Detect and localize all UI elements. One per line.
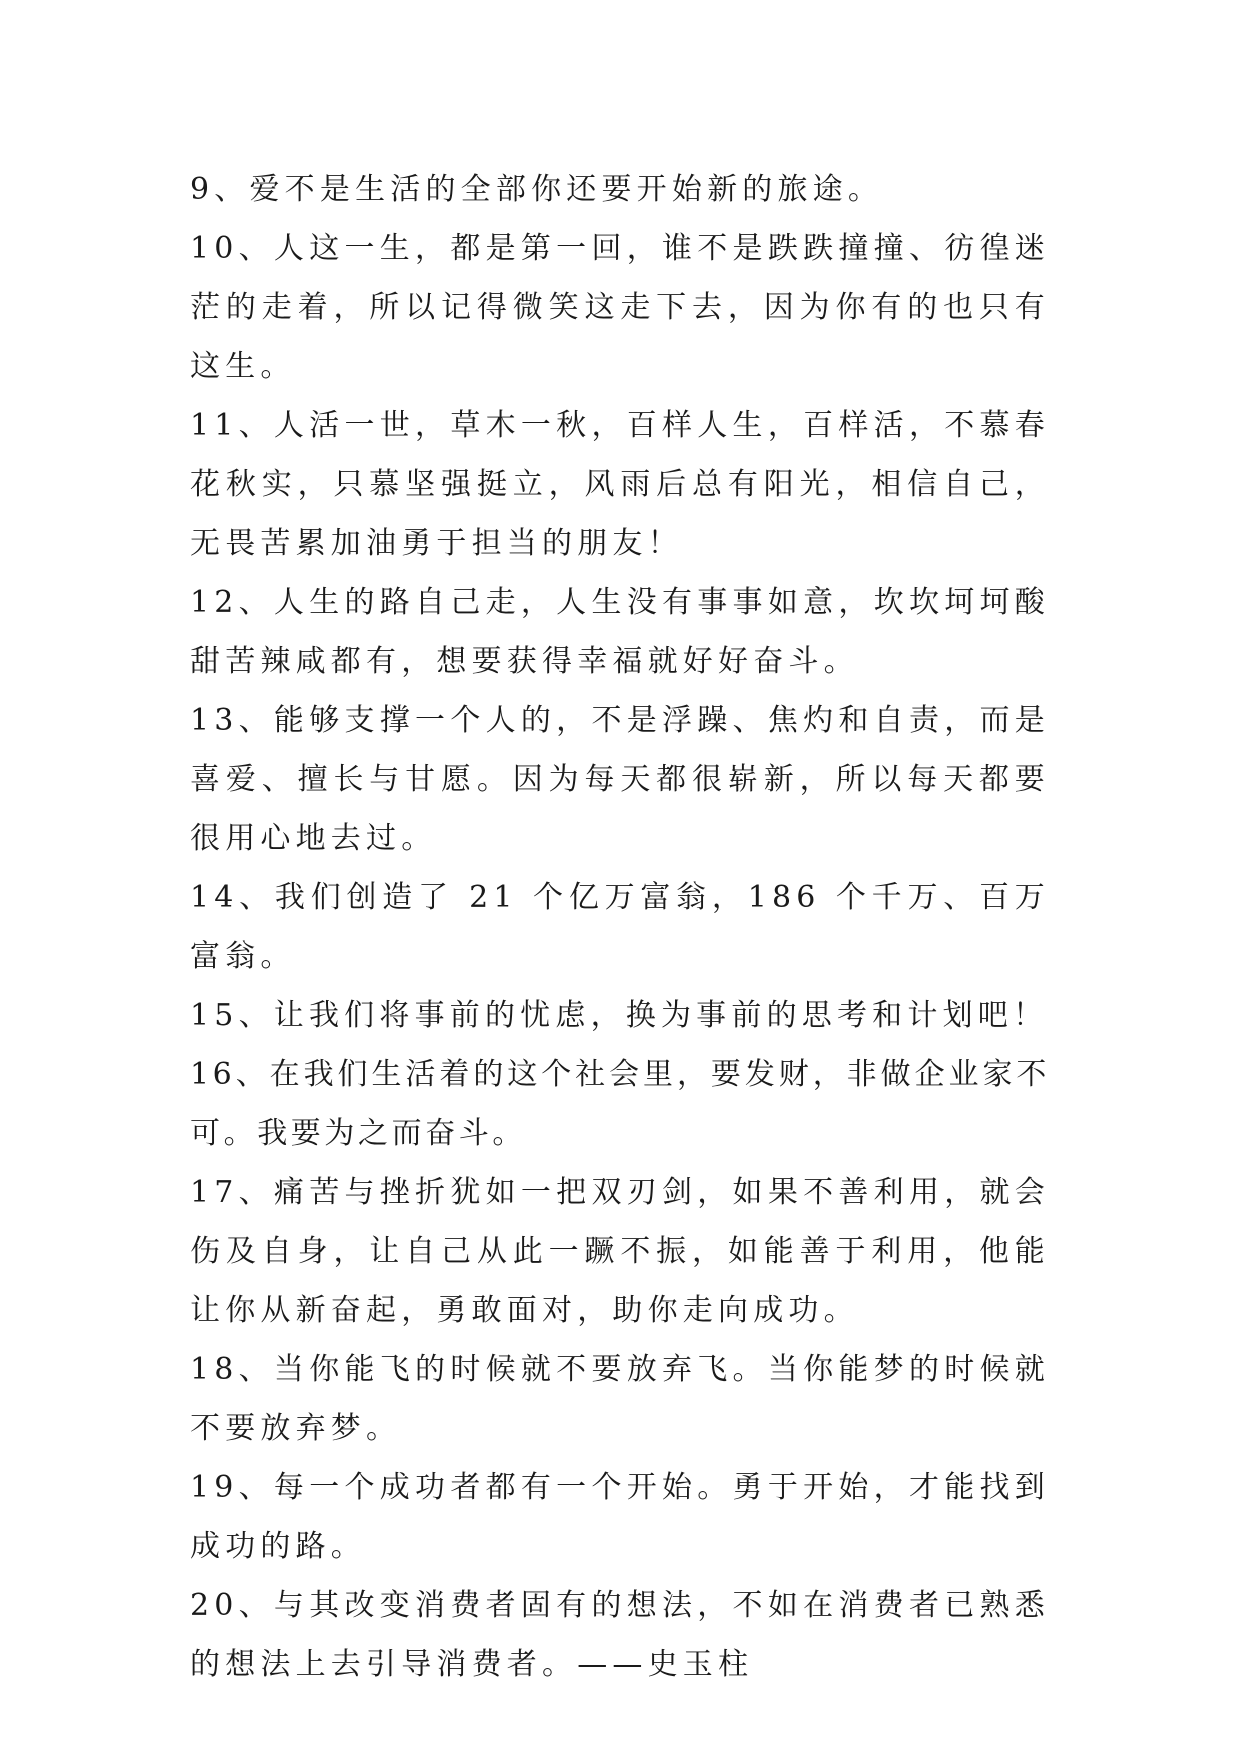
quote-item-14: 14、我们创造了 21 个亿万富翁，186 个千万、百万富翁。 [190,880,1050,974]
quote-item-20: 20、与其改变消费者固有的想法，不如在消费者已熟悉的想法上去引导消费者。——史玉柱 [190,1588,1050,1682]
quote-item-15: 15、让我们将事前的忧虑，换为事前的思考和计划吧！ [190,998,1049,1033]
quote-item-16: 16、在我们生活着的这个社会里，要发财，非做企业家不可。我要为之而奋斗。 [190,1057,1050,1151]
quote-item-11: 11、人活一世，草木一秋，百样人生，百样活，不慕春花秋实，只慕坚强挺立，风雨后总有阳光，相信自己，无畏苦累加油勇于担当的朋友！ [190,408,1050,561]
quote-item-13: 13、能够支撑一个人的，不是浮躁、焦灼和自责，而是喜爱、擅长与甘愿。因为每天都很崭新，所以每天都要很用心地去过。 [190,703,1050,856]
quote-item-9: 9、爱不是生活的全部你还要开始新的旅途。 [190,172,884,207]
quote-item-12: 12、人生的路自己走，人生没有事事如意，坎坎坷坷酸甜苦辣咸都有，想要获得幸福就好好奋斗。 [190,585,1050,679]
quote-item-10: 10、人这一生，都是第一回，谁不是跌跌撞撞、彷徨迷茫的走着，所以记得微笑这走下去，因为你有的也只有这生。 [190,231,1050,384]
quote-list [190,160,1050,1694]
quote-item-18: 18、当你能飞的时候就不要放弃飞。当你能梦的时候就不要放弃梦。 [190,1352,1050,1446]
quote-item-19: 19、每一个成功者都有一个开始。勇于开始，才能找到成功的路。 [190,1470,1050,1564]
quote-item-17: 17、痛苦与挫折犹如一把双刃剑，如果不善利用，就会伤及自身，让自己从此一蹶不振，如能善于利用，他能让你从新奋起，勇敢面对，助你走向成功。 [190,1175,1050,1328]
